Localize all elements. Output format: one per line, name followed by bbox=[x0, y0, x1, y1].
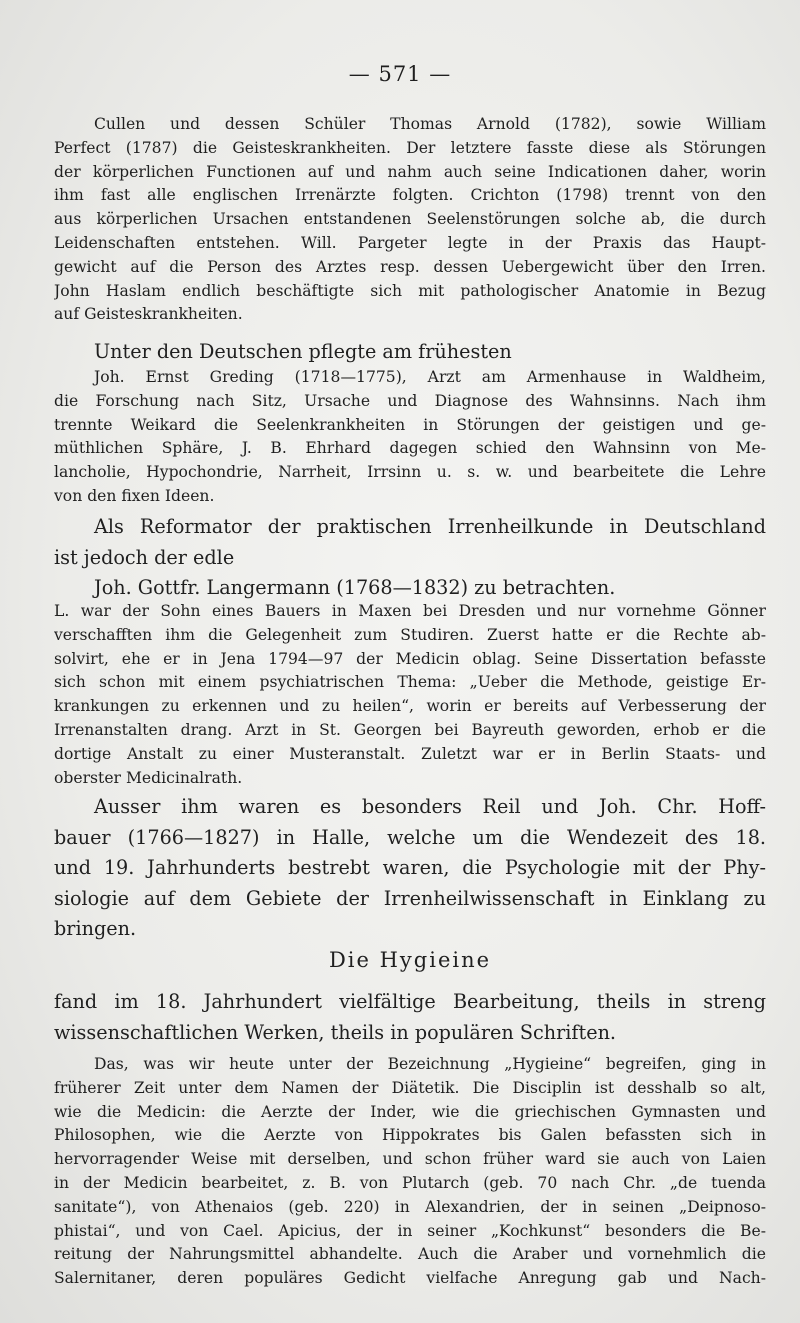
text-line: Joh. Ernst Greding (1718—1775), Arzt am Armenhause in Waldheim, bbox=[94, 368, 766, 386]
paragraph-1 bbox=[54, 113, 766, 327]
text-line: wie die Medicin: die Aerzte der Inder, wie die griechischen Gymnasten und bbox=[54, 1102, 766, 1121]
heading-line: Ausser ihm waren es besonders Reil und Joh. Chr. Hoff- bbox=[94, 795, 766, 818]
text-line: Cullen und dessen Schüler Thomas Arnold (1782), sowie William bbox=[94, 115, 766, 133]
text-line: L. war der Sohn eines Bauers in Maxen bei Dresden und nur vornehme Gönner bbox=[54, 602, 766, 620]
text-line: von den fixen Ideen. bbox=[54, 486, 215, 505]
text-line: reitung der Nahrungsmittel abhandelte. Auch die Araber und vornehmlich die bbox=[54, 1245, 766, 1264]
section-title: Die Hygieine bbox=[328, 948, 492, 972]
text-line: solvirt, ehe er in Jena 1794—97 der Medicin oblag. Seine Dissertation befasste bbox=[54, 649, 766, 668]
heading-4 bbox=[54, 987, 766, 1048]
heading-line: Als Reformator der praktischen Irrenheilkunde in Deutschland bbox=[94, 515, 766, 538]
text-line: hervorragender Weise mit derselben, und schon früher ward sie auch von Laien bbox=[54, 1150, 766, 1169]
text-line: auf Geisteskrankheiten. bbox=[54, 305, 243, 324]
heading-2 bbox=[54, 512, 766, 604]
text-line: gewicht auf die Person des Arztes resp. dessen Uebergewicht über den Irren. bbox=[54, 257, 766, 276]
heading-line: bauer (1766—1827) in Halle, welche um die Wendezeit des 18. bbox=[54, 825, 766, 849]
text-line: Leidenschaften entstehen. Will. Pargeter legte in der Praxis das Haupt- bbox=[54, 233, 766, 252]
text-line: Irrenanstalten drang. Arzt in St. Georgen bei Bayreuth geworden, erhob er die bbox=[54, 720, 766, 739]
text-line: müthlichen Sphäre, J. B. Ehrhard dagegen schied den Wahnsinn von Me- bbox=[54, 439, 766, 458]
text-line: aus körperlichen Ursachen entstandenen Seelenstörungen solche ab, die durch bbox=[54, 210, 766, 229]
text-line: Salernitaner, deren populäres Gedicht vielfache Anregung gab und Nach- bbox=[54, 1269, 766, 1288]
text-line: krankungen zu erkennen und zu heilen“, worin er bereits auf Verbesserung der bbox=[54, 697, 766, 716]
text-line: Philosophen, wie die Aerzte von Hippokrates bis Galen befassten sich in bbox=[54, 1126, 766, 1145]
heading-line: bringen. bbox=[54, 917, 137, 941]
text-line: oberster Medicinalrath. bbox=[54, 768, 243, 787]
section-title-block bbox=[54, 948, 766, 972]
text-line: trennte Weikard die Seelenkrankheiten in Störungen der geistigen und ge- bbox=[54, 415, 766, 434]
page-number: — 571 — bbox=[348, 62, 452, 86]
text-line: John Haslam endlich beschäftigte sich mit pathologischer Anatomie in Bezug bbox=[54, 281, 766, 300]
text-line: der körperlichen Functionen auf und nahm auch seine Indicationen daher, worin bbox=[54, 162, 766, 181]
text-line: früherer Zeit unter dem Namen der Diätetik. Die Disciplin ist desshalb so alt, bbox=[54, 1078, 766, 1097]
text-line: ihm fast alle englischen Irrenärzte folgten. Crichton (1798) trennt von den bbox=[54, 186, 766, 205]
heading-line: und 19. Jahrhunderts bestrebt waren, die Psychologie mit der Phy- bbox=[54, 856, 766, 880]
heading-line: wissenschaftlichen Werken, theils in populären Schriften. bbox=[54, 1020, 617, 1044]
heading-line: ist jedoch der edle bbox=[54, 545, 235, 569]
paragraph-3 bbox=[54, 600, 766, 790]
text-line: sich schon mit einem psychiatrischen Thema: „Ueber die Methode, geistige Er- bbox=[54, 673, 766, 692]
text-line: sanitate“), von Athenaios (geb. 220) in Alexandrien, der in seinen „Deipnoso- bbox=[54, 1197, 766, 1216]
heading-3 bbox=[54, 792, 766, 945]
heading-line: siologie auf dem Gebiete der Irrenheilwissenschaft in Einklang zu bbox=[54, 886, 766, 910]
text-line: Das, was wir heute unter der Bezeichnung „Hygieine“ begreifen, ging in bbox=[94, 1055, 766, 1073]
text-line: phistai“, und von Cael. Apicius, der in seiner „Kochkunst“ besonders die Be- bbox=[54, 1221, 766, 1240]
text-line: in der Medicin bearbeitet, z. B. von Plutarch (geb. 70 nach Chr. „de tuenda bbox=[54, 1173, 766, 1192]
text-line: die Forschung nach Sitz, Ursache und Diagnose des Wahnsinns. Nach ihm bbox=[54, 391, 766, 410]
heading-line: Unter den Deutschen pflegte am frühesten bbox=[94, 340, 512, 363]
paragraph-2 bbox=[54, 366, 766, 509]
heading-line: fand im 18. Jahrhundert vielfältige Bearbeitung, theils in streng bbox=[54, 990, 766, 1013]
text-line: Perfect (1787) die Geisteskrankheiten. Der letztere fasste diese als Störungen bbox=[54, 138, 766, 157]
heading-1 bbox=[54, 337, 766, 368]
paragraph-4 bbox=[54, 1053, 766, 1291]
text-line: dortige Anstalt zu einer Musteranstalt. Zuletzt war er in Berlin Staats- und bbox=[54, 744, 766, 763]
text-line: verschafften ihm die Gelegenheit zum Studiren. Zuerst hatte er die Rechte ab- bbox=[54, 625, 766, 644]
heading-line: Joh. Gottfr. Langermann (1768—1832) zu betrachten. bbox=[94, 576, 616, 600]
text-line: lancholie, Hypochondrie, Narrheit, Irrsinn u. s. w. und bearbeitete die Lehre bbox=[54, 463, 766, 482]
